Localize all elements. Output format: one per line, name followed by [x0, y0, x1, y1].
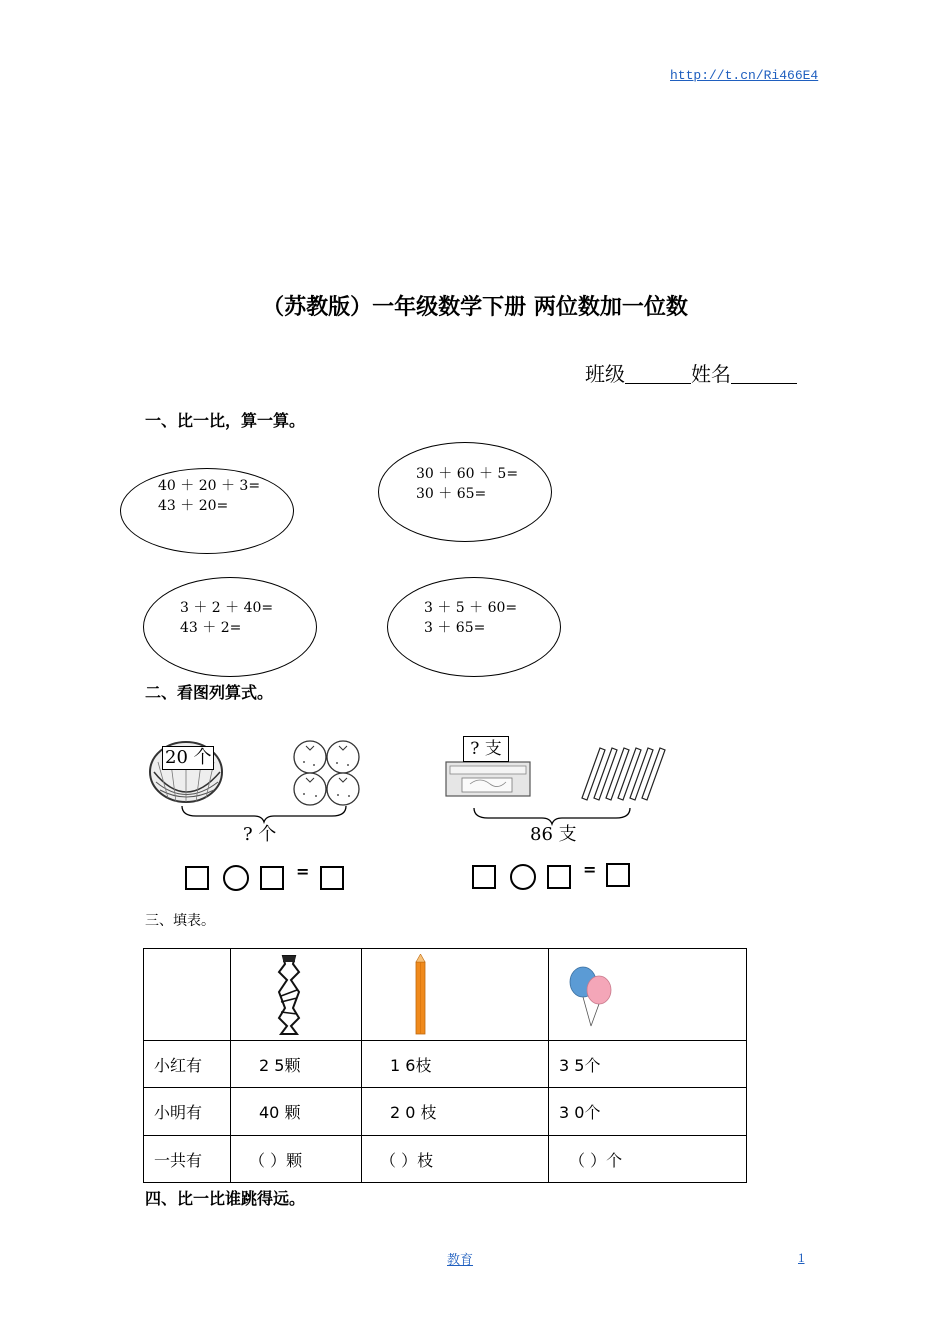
- expr-line: 30 ＋ 60 ＋ 5=: [416, 466, 519, 482]
- pencil-case-icon: [446, 762, 530, 796]
- basket-count-box: 20 个: [162, 746, 214, 770]
- pen-icon-group: [582, 748, 665, 800]
- expr-line: 30 ＋ 65=: [416, 486, 487, 502]
- equals-sign: =: [583, 860, 597, 879]
- balloon-icon: [563, 960, 623, 1030]
- expr-line: 43 ＋ 2=: [180, 620, 242, 636]
- page-number[interactable]: 1: [798, 1250, 805, 1265]
- table-cell[interactable]: （ ）颗: [231, 1136, 362, 1183]
- fill-table: [143, 948, 747, 1183]
- expr-line: 3 ＋ 5 ＋ 60=: [424, 600, 518, 616]
- table-cell: 小红有: [144, 1041, 231, 1088]
- header-link[interactable]: http://t.cn/Ri466E4: [670, 68, 819, 83]
- table-cell: [231, 949, 362, 1041]
- page-title: （苏教版）一年级数学下册 两位数加一位数: [262, 295, 688, 320]
- answer-box[interactable]: [320, 866, 344, 890]
- table-cell[interactable]: 40 颗: [231, 1088, 362, 1136]
- pen-count-box: ? 支: [463, 736, 509, 762]
- answer-box[interactable]: [260, 866, 284, 890]
- table-cell[interactable]: （ ）枝: [362, 1136, 549, 1183]
- table-cell: [362, 949, 549, 1041]
- table-cell[interactable]: 2 0 枝: [362, 1088, 549, 1136]
- expr-group-1: [158, 476, 260, 516]
- section2-heading: 二、看图列算式。: [145, 683, 274, 702]
- candy-icon: [269, 952, 309, 1038]
- section4-heading: 四、比一比谁跳得远。: [145, 1189, 306, 1208]
- expr-line: 3 ＋ 2 ＋ 40=: [180, 600, 274, 616]
- left-total-label: ? 个: [243, 824, 277, 845]
- table-row: [144, 1136, 747, 1183]
- section3-heading: 三、填表。: [145, 913, 215, 929]
- name-label: 姓名: [691, 362, 731, 386]
- table-cell[interactable]: 3 0个: [549, 1088, 747, 1136]
- expr-line: 43 ＋ 20=: [158, 498, 229, 514]
- table-cell: 小明有: [144, 1088, 231, 1136]
- equals-sign: =: [296, 862, 310, 881]
- operator-circle[interactable]: [510, 864, 536, 890]
- operator-circle[interactable]: [223, 865, 249, 891]
- table-row: [144, 1041, 747, 1088]
- answer-box[interactable]: [547, 865, 571, 889]
- expr-group-4: [424, 598, 517, 638]
- table-cell[interactable]: （ ）个: [549, 1136, 747, 1183]
- answer-box[interactable]: [472, 865, 496, 889]
- expr-group-3: [180, 598, 273, 638]
- table-cell: [549, 949, 747, 1041]
- table-cell: [144, 949, 231, 1041]
- table-cell[interactable]: 3 5个: [549, 1041, 747, 1088]
- expr-line: 40 ＋ 20 ＋ 3=: [158, 478, 261, 494]
- right-total-label: 86 支: [530, 824, 577, 845]
- class-name-line: [585, 358, 797, 387]
- table-header-row: [144, 949, 747, 1041]
- class-label: 班级: [585, 362, 625, 386]
- expr-line: 3 ＋ 65=: [424, 620, 486, 636]
- name-blank[interactable]: [731, 383, 797, 384]
- section1-heading: 一、比一比，算一算。: [145, 411, 306, 430]
- answer-box[interactable]: [606, 863, 630, 887]
- table-row: [144, 1088, 747, 1136]
- class-blank[interactable]: [625, 383, 691, 384]
- pencil-icon: [406, 954, 436, 1036]
- table-cell: 一共有: [144, 1136, 231, 1183]
- table-cell[interactable]: 1 6枝: [362, 1041, 549, 1088]
- table-cell[interactable]: 2 5颗: [231, 1041, 362, 1088]
- answer-box[interactable]: [185, 866, 209, 890]
- expr-group-2: [416, 464, 518, 504]
- footer-center-link[interactable]: 教育: [447, 1253, 474, 1268]
